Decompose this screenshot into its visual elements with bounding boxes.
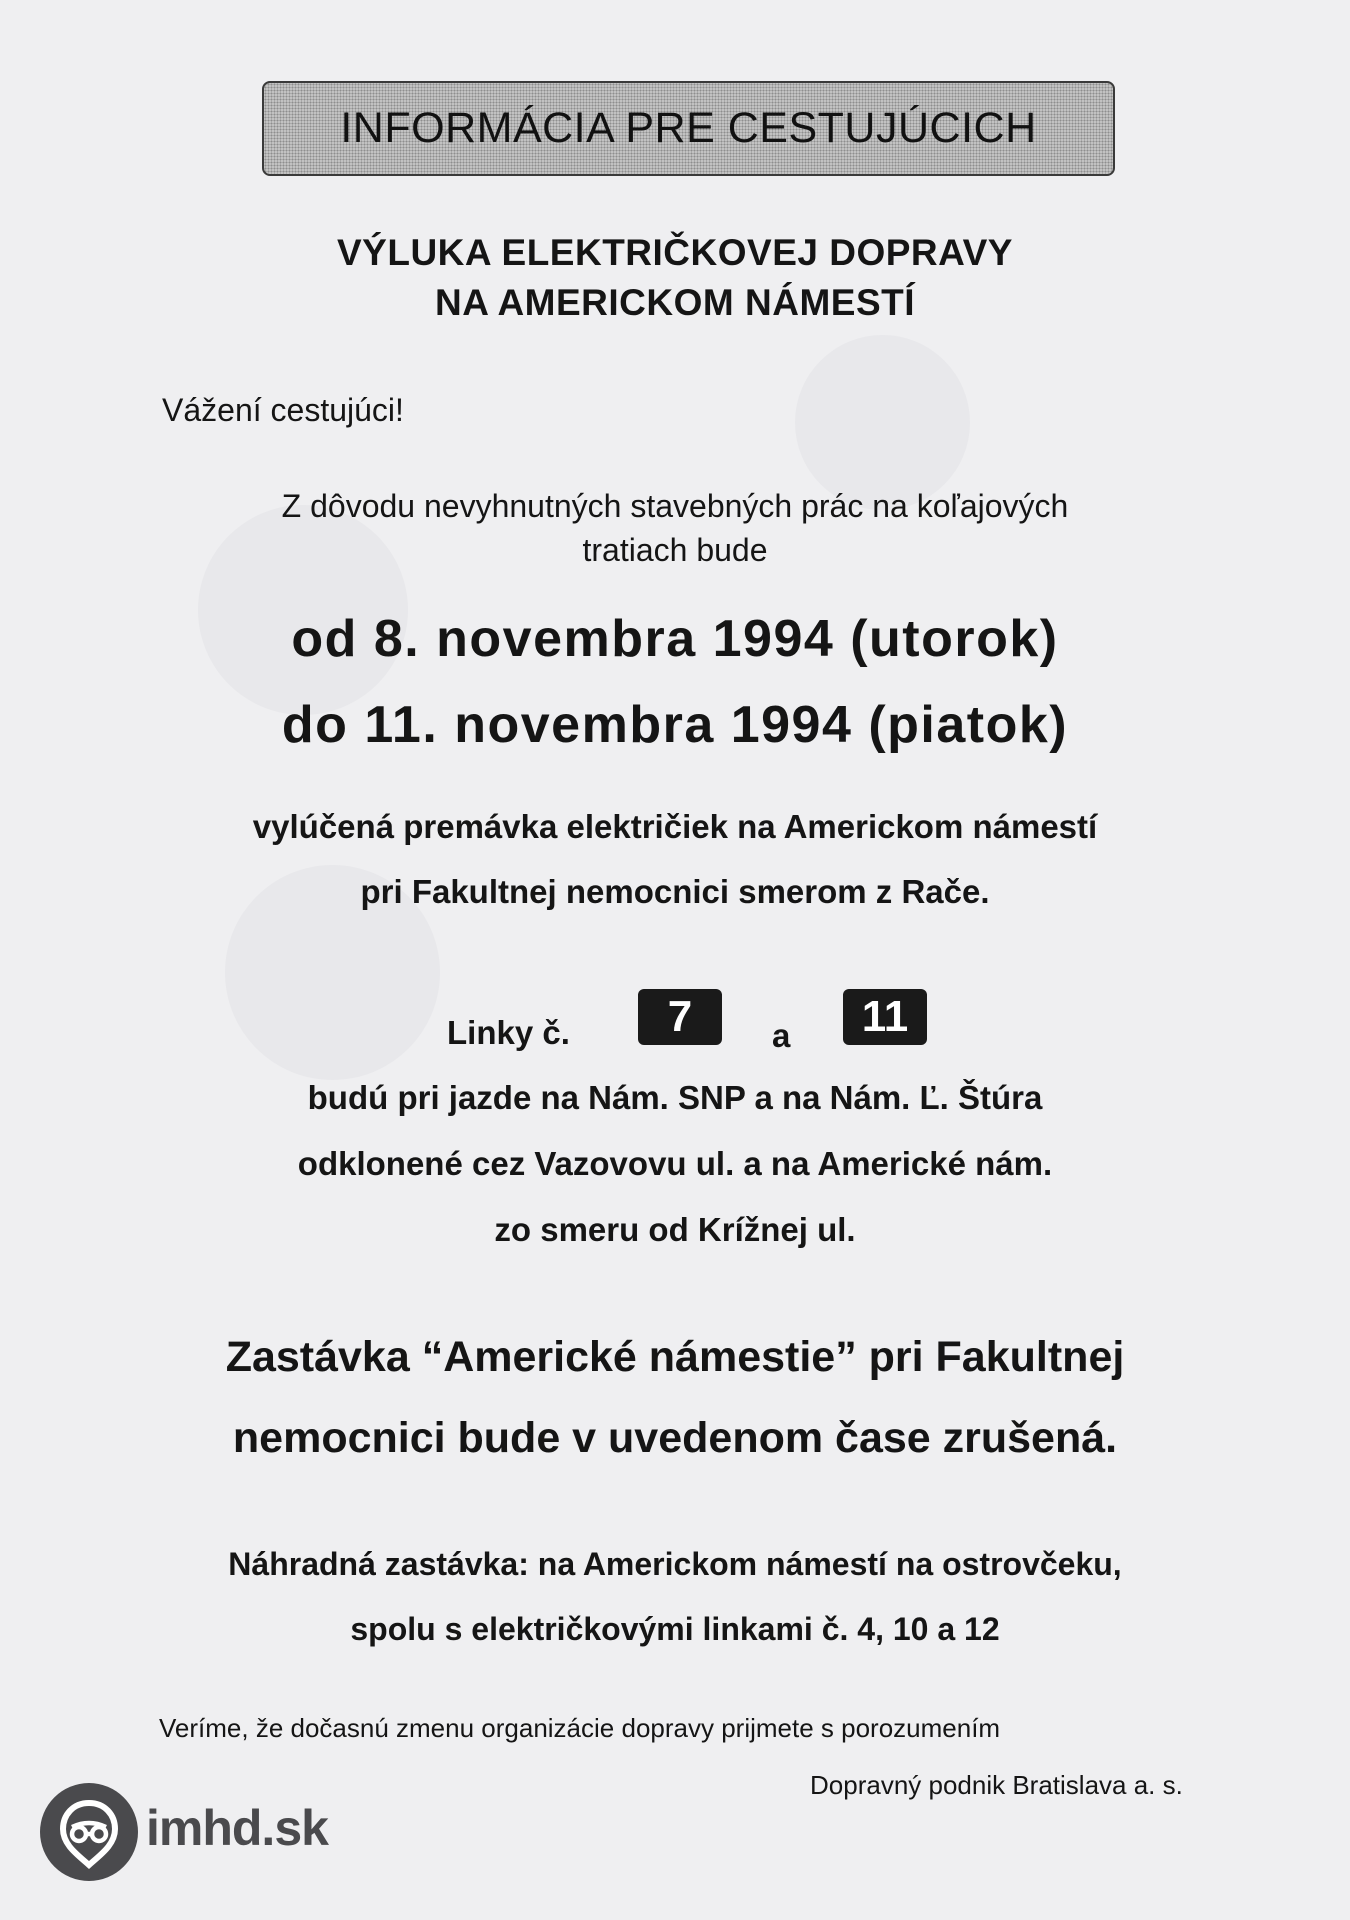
detour-line-3: zo smeru od Krížnej ul. — [494, 1211, 856, 1248]
greeting: Vážení cestujúci! — [162, 392, 404, 428]
detour-line-2: odklonené cez Vazovovu ul. a na Americké nám. — [297, 1145, 1053, 1182]
closure-line-1: vylúčená premávka električiek na Americkom námestí — [252, 808, 1098, 845]
line-badge-11 — [843, 989, 927, 1045]
stop-cancel-line-2: nemocnici bude v uvedenom čase zrušená. — [232, 1414, 1118, 1462]
heading-line-1: VÝLUKA ELEKTRIČKOVEJ DOPRAVY — [337, 232, 1013, 273]
replacement-line-1: Náhradná zastávka: na Americkom námestí na ostrovčeku, — [228, 1546, 1122, 1582]
lines-prefix: Linky č. — [447, 1014, 570, 1051]
line-number: 11 — [861, 992, 909, 1041]
date-to: do 11. novembra 1994 (piatok) — [281, 696, 1069, 754]
header-title: INFORMÁCIA PRE CESTUJÚCICH — [340, 104, 1037, 152]
line-number: 7 — [667, 992, 693, 1041]
header-box — [262, 81, 1115, 176]
lines-conjunction: a — [772, 1017, 791, 1054]
intro-line-2: tratiach bude — [582, 532, 768, 568]
detour-line-1: budú pri jazde na Nám. SNP a na Nám. Ľ. Štúra — [307, 1079, 1043, 1116]
closure-line-2: pri Fakultnej nemocnici smerom z Rače. — [360, 873, 990, 910]
stop-cancel-line-1: Zastávka “Americké námestie” pri Fakultnej — [225, 1333, 1125, 1381]
signature: Dopravný podnik Bratislava a. s. — [810, 1770, 1183, 1800]
date-from: od 8. novembra 1994 (utorok) — [291, 610, 1059, 668]
watermark-circle — [795, 335, 970, 510]
intro-line-1: Z dôvodu nevyhnutných stavebných prác na koľajových — [281, 488, 1069, 524]
line-badge-7 — [638, 989, 722, 1045]
closing-text: Veríme, že dočasnú zmenu organizácie dopravy prijmete s porozumením — [159, 1713, 1001, 1743]
imhd-pin-glasses-icon — [40, 1783, 138, 1881]
imhd-logo-text: imhd.sk — [146, 1800, 328, 1856]
heading-line-2: NA AMERICKOM NÁMESTÍ — [434, 282, 915, 323]
replacement-line-2: spolu s električkovými linkami č. 4, 10 a 12 — [350, 1611, 1000, 1647]
